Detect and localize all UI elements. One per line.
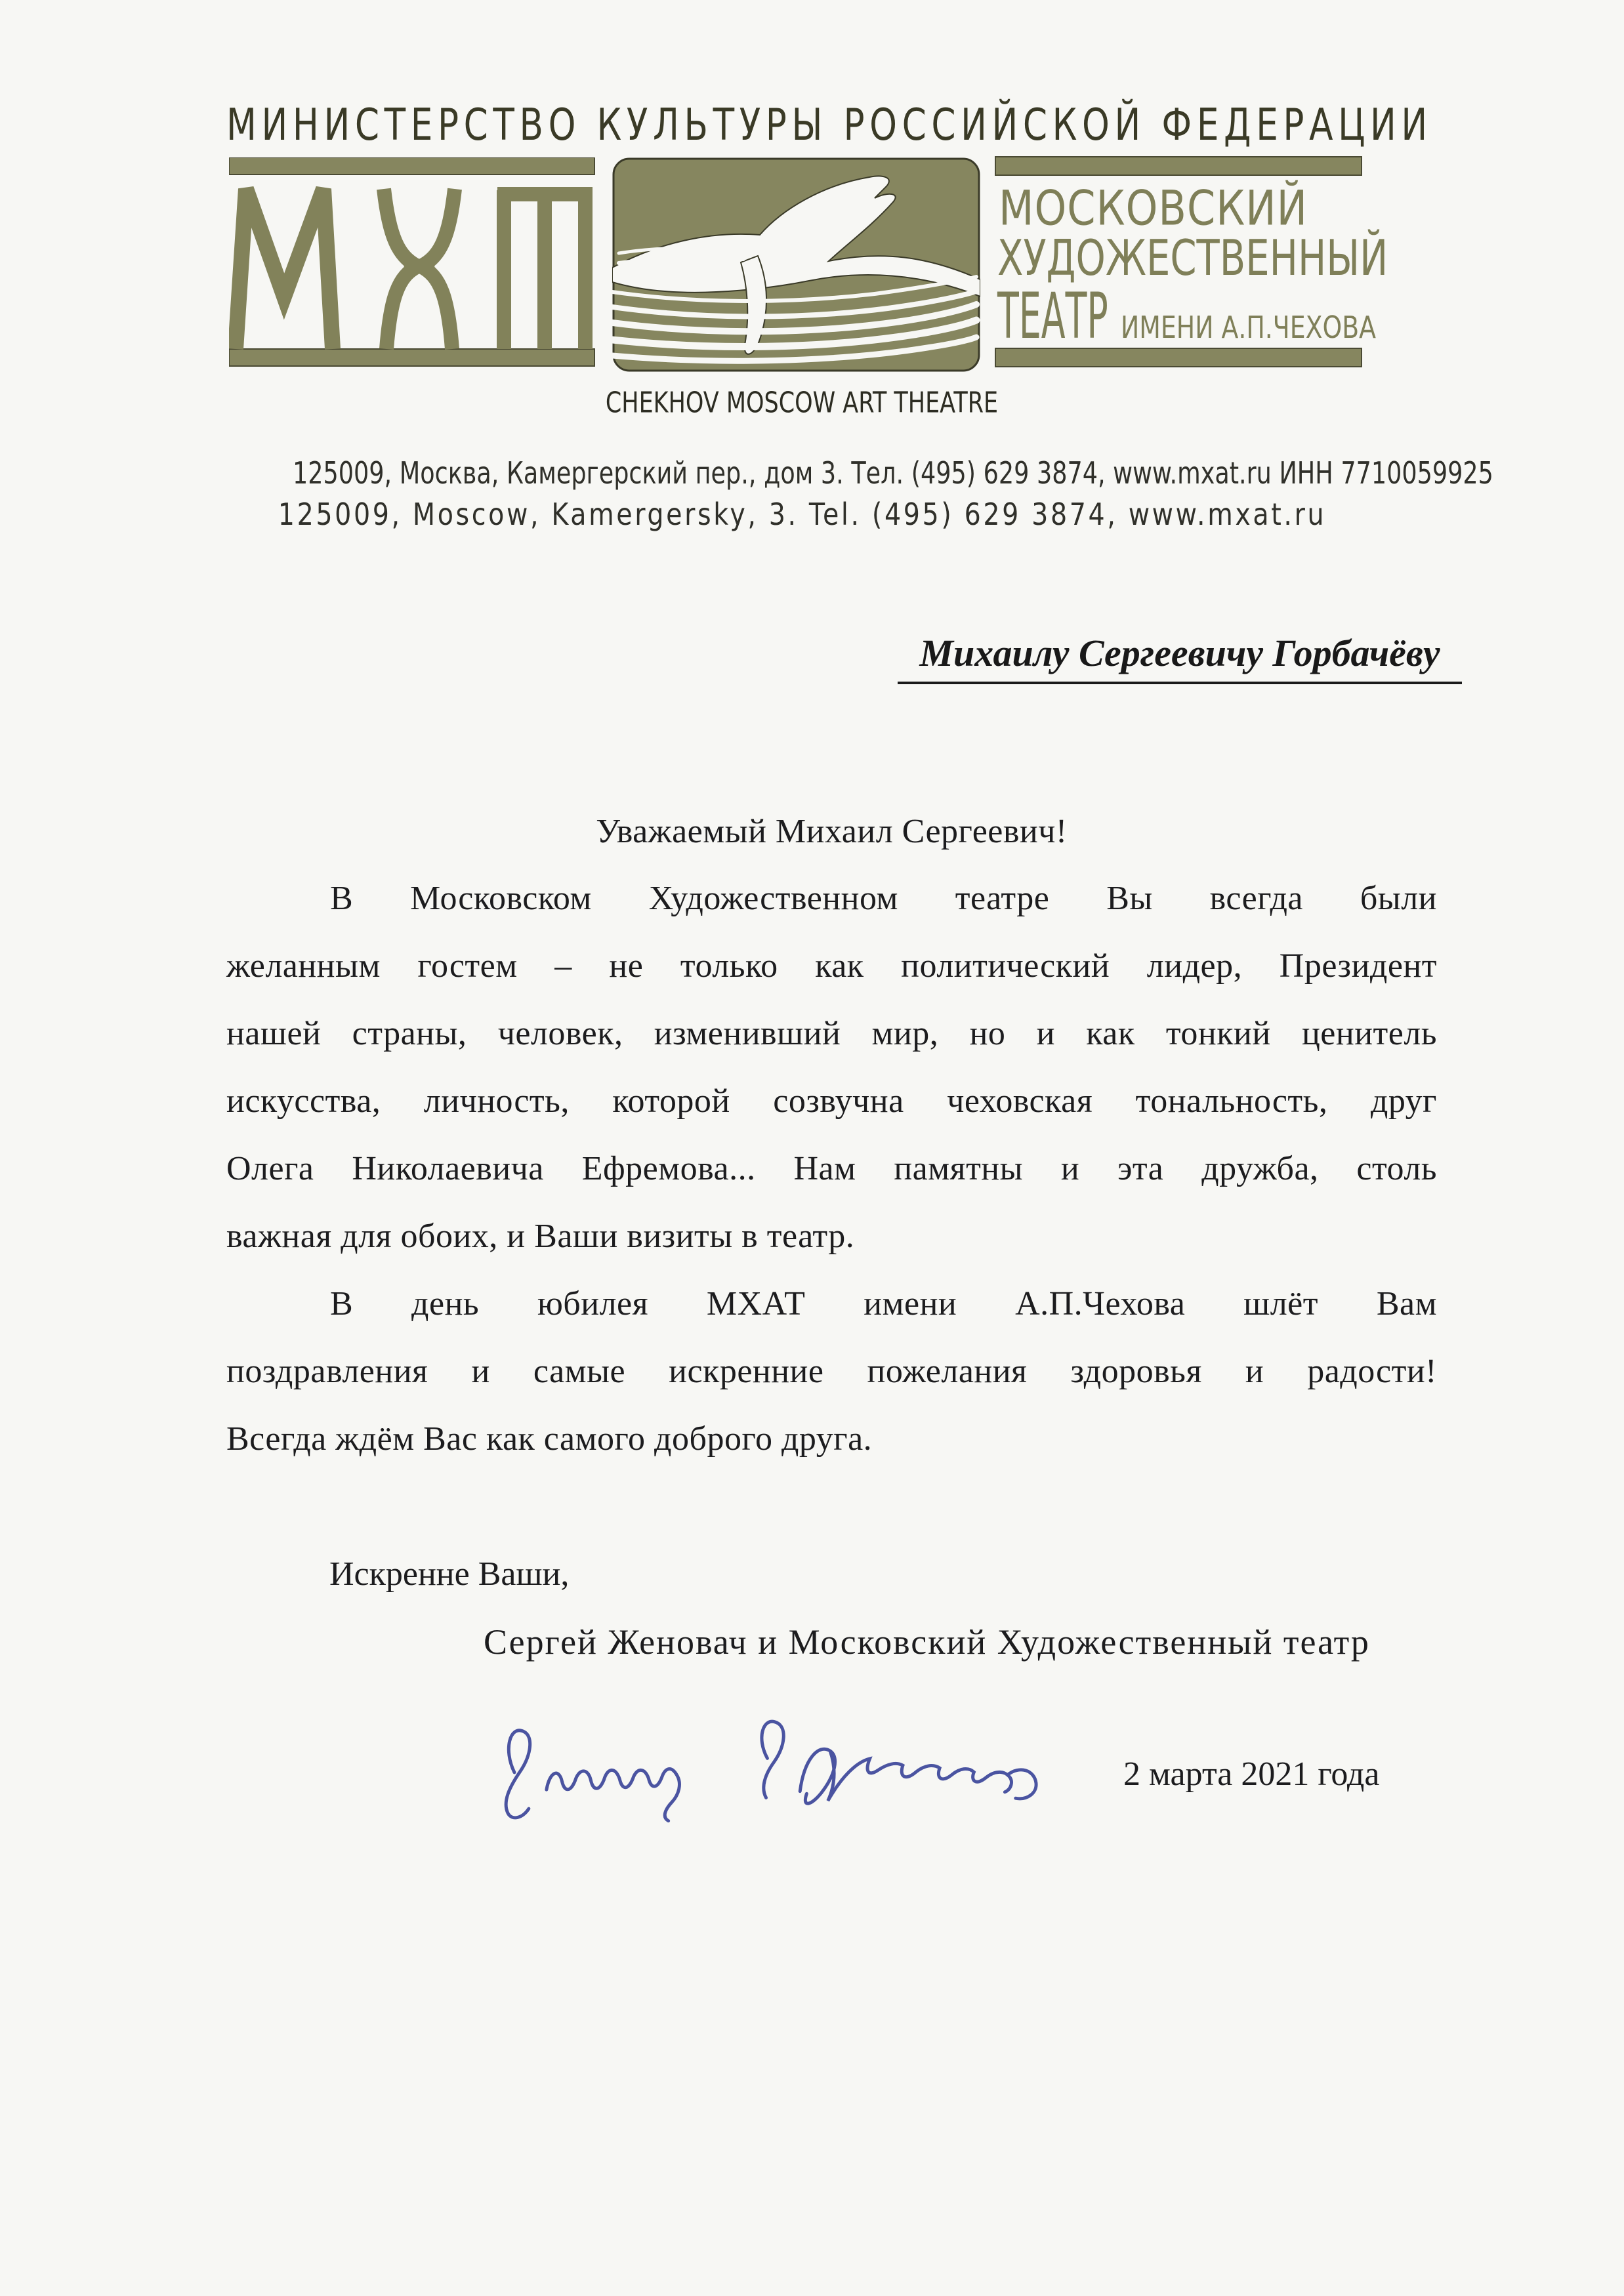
body-line: искусства, личность, которой созвучна чеховская тональность, друг [226, 1082, 1437, 1120]
body-line: желанным гостем – не только как политический лидер, Президент [226, 947, 1437, 985]
addressee-line: Михаилу Сергеевичу Горбачёву [898, 631, 1462, 684]
body-line: важная для обоих, и Ваши визиты в театр. [226, 1218, 855, 1255]
handwritten-signature [484, 1691, 1066, 1849]
body-line: В день юбилея МХАТ имени А.П.Чехова шлёт Вам [330, 1285, 1437, 1322]
body-line: В Московском Художественном театре Вы всегда были [330, 880, 1437, 917]
ministry-line: МИНИСТЕРСТВО КУЛЬТУРЫ РОССИЙСКОЙ ФЕДЕРАЦИИ [226, 100, 1432, 151]
english-name-line: CHEKHOV MOSCOW ART THEATRE [605, 386, 999, 419]
theatre-name-line3-suffix: ИМЕНИ А.П.ЧЕХОВА [1121, 310, 1377, 345]
top-rule [996, 157, 1361, 174]
theatre-name-block [996, 157, 1388, 372]
address-line-en: 125009, Moscow, Kamergersky, 3. Tel. (495) 629 3874, www.mxat.ru [278, 497, 1327, 533]
seagull-logo-icon [612, 157, 980, 372]
body-line: нашей страны, человек, изменивший мир, но и как тонкий ценитель [226, 1015, 1437, 1052]
mxt-monogram-icon [229, 157, 596, 374]
theatre-name-line3: ТЕАТР [997, 279, 1108, 353]
body-line: Всегда ждём Вас как самого доброго друга. [226, 1420, 873, 1458]
date-line: 2 марта 2021 года [1123, 1755, 1380, 1793]
closing-line: Искренне Ваши, [329, 1555, 570, 1593]
body-line: Олега Николаевича Ефремова... Нам памятны и эта дружба, столь [226, 1150, 1437, 1187]
body-line: поздравления и самые искренние пожелания здоровья и радости! [226, 1353, 1437, 1390]
salutation: Уважаемый Михаил Сергеевич! [596, 813, 1068, 850]
theatre-name-line2: ХУДОЖЕСТВЕННЫЙ [997, 230, 1388, 287]
address-line-ru: 125009, Москва, Камергерский пер., дом 3. Тел. (495) 629 3874, www.mxat.ru ИНН 7710059925 [293, 455, 1493, 491]
signatories-line: Сергей Женовач и Московский Художественный театр [484, 1622, 1370, 1662]
theatre-name-line1: МОСКОВСКИЙ [999, 180, 1308, 237]
